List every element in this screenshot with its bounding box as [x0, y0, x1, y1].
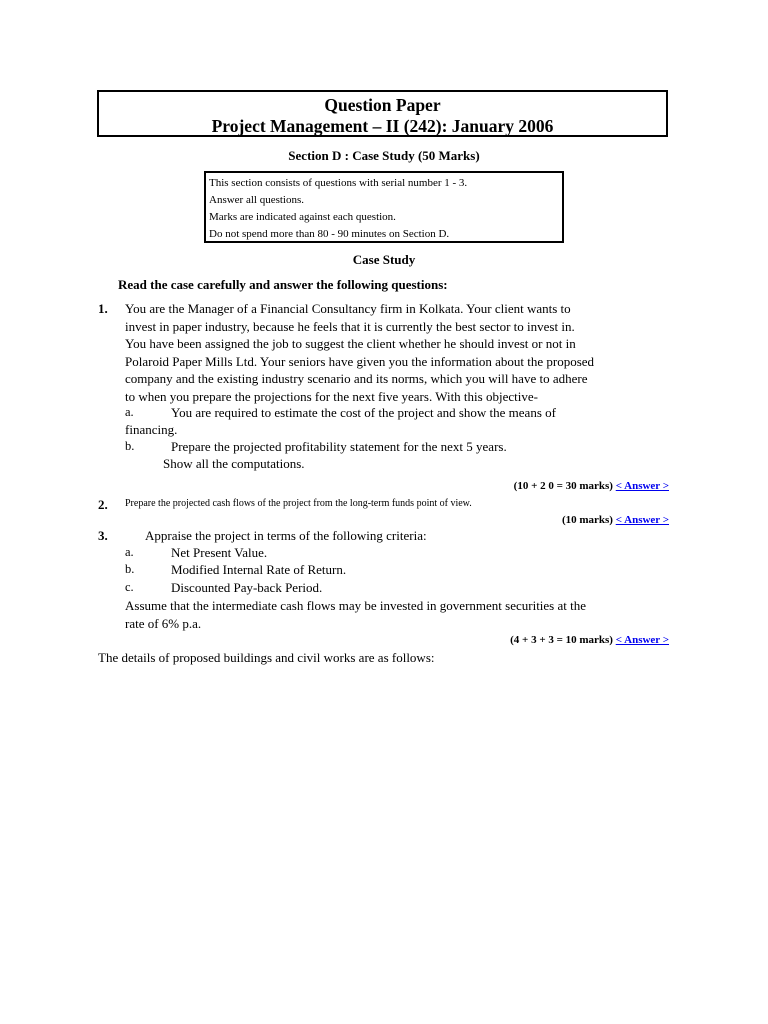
question-1-number: 1.: [98, 301, 108, 316]
question-2-marks-row: [562, 512, 669, 528]
answer-link[interactable]: < Answer >: [615, 634, 669, 646]
details-intro-text: The details of proposed buildings and civil works are as follows:: [98, 650, 435, 665]
section-heading: Section D : Case Study (50 Marks): [288, 148, 480, 163]
sub-item-text: Net Present Value.: [171, 545, 268, 560]
document-title: Question Paper: [324, 95, 441, 115]
question-3-marks-row: [510, 632, 669, 648]
instruction-line: Answer all questions.: [209, 194, 305, 206]
question-1-marks-row: [514, 478, 669, 494]
question-1-line: to when you prepare the projections for the next five years. With this objective-: [125, 388, 538, 404]
marks-label: (4 + 3 + 3 = 10 marks): [510, 634, 613, 646]
answer-link[interactable]: < Answer >: [615, 514, 669, 526]
sub-item-text: Prepare the projected profitability statement for the next 5 years.: [171, 439, 507, 454]
sub-item-text: Discounted Pay-back Period.: [171, 580, 323, 595]
sub-item-label: a.: [125, 545, 134, 559]
sub-item-label: a.: [125, 405, 134, 419]
question-1-line: You are the Manager of a Financial Consultancy firm in Kolkata. Your client wants to: [125, 301, 571, 316]
read-instruction: Read the case carefully and answer the following questions:: [118, 277, 448, 292]
question-1-extra: Show all the computations.: [163, 456, 305, 471]
marks-label: (10 marks): [561, 514, 613, 526]
paper-title: Project Management – II (242): January 2006: [211, 116, 554, 136]
question-2-number: 2.: [98, 497, 108, 512]
question-3-intro: Appraise the project in terms of the following criteria:: [145, 528, 427, 543]
question-1-line: invest in paper industry, because he feels that it is currently the best sector to invest in.: [125, 318, 575, 334]
sub-item-text: Modified Internal Rate of Return.: [171, 562, 347, 577]
title-box: [97, 90, 668, 137]
question-1-line: company and the existing industry scenario and its norms, which you will have to adhere: [125, 371, 588, 386]
sub-item-label: b.: [125, 439, 135, 453]
marks-label: (10 + 2 0 = 30 marks): [513, 480, 613, 492]
sub-item-label: c.: [125, 580, 134, 594]
question-1-line: You have been assigned the job to suggest the client whether he should invest or not in: [125, 336, 576, 351]
sub-item-label: b.: [125, 562, 135, 576]
instruction-line: Marks are indicated against each question.: [209, 211, 396, 223]
question-2-text: Prepare the projected cash flows of the project from the long-term funds point of view.: [125, 498, 472, 509]
instructions-box: [204, 171, 564, 243]
question-3-number: 3.: [98, 528, 108, 543]
question-1-line: Polaroid Paper Mills Ltd. Your seniors have given you the information about the proposed: [125, 353, 595, 369]
instruction-line: Do not spend more than 80 - 90 minutes on Section D.: [209, 228, 450, 240]
question-3-assumption: [125, 597, 586, 632]
sub-item-text: You are required to estimate the cost of the project and show the means of: [171, 405, 556, 420]
sub-item-continuation: financing.: [125, 422, 178, 437]
assumption-line: rate of 6% p.a.: [125, 615, 202, 631]
case-study-heading: Case Study: [352, 252, 416, 267]
assumption-line: Assume that the intermediate cash flows may be invested in government securities at the: [125, 598, 587, 613]
question-1-text: [125, 300, 594, 405]
answer-link[interactable]: < Answer >: [615, 480, 669, 492]
instruction-line: This section consists of questions with serial number 1 - 3.: [209, 177, 468, 189]
